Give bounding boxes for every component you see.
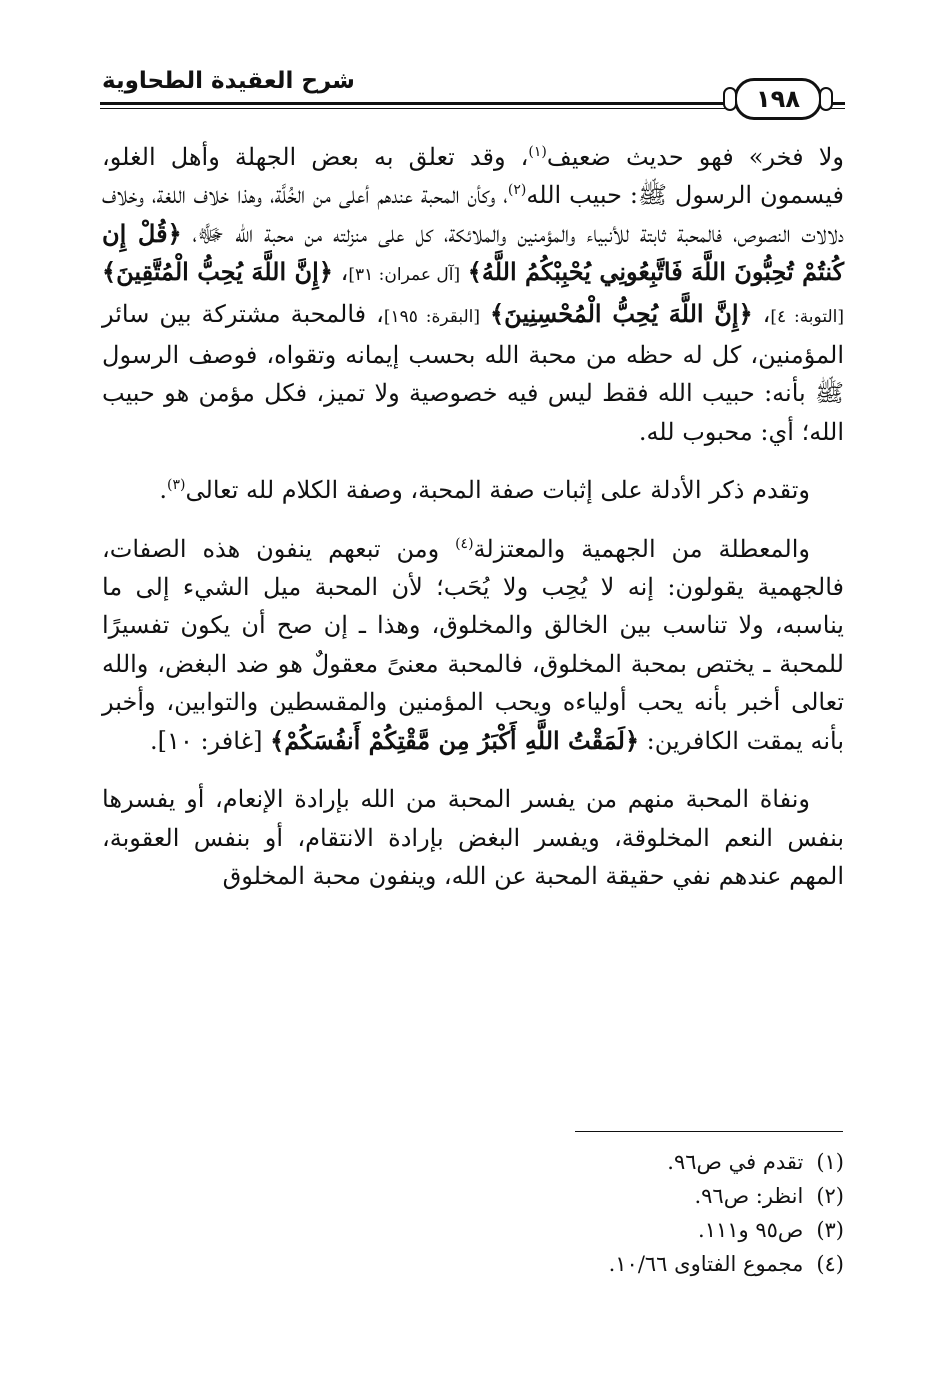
text-run: ،: [752, 299, 771, 328]
footnote-number: (٣): [816, 1218, 844, 1242]
text-run: ومن تبعهم ينفون هذه الصفات، فالجهمية يقولون: إنه لا يُحِب ولا يُحَب؛ لأن المحبة ميل الشيء إلى ما يناسبه، ولا تناسب بين الخالق والمخلوق، وهذا ـ إن صح أن يكون تفسيرًا للمحبة ـ يختص بمحبة المخلوق، فالمحبة معنىً معقولٌ هو ضد البغض، والله تعالى أخبر بأنه يحب أولياءه ويحب المؤمنين والمقسطين والتوابين، وأخبر بأنه يمقت الكافرين:: [102, 534, 844, 755]
text-run: [480, 300, 490, 328]
quran-verse: ﴿لَمَقْتُ اللَّهِ أَكْبَرُ مِن مَّقْتِكُمْ أَنفُسَكُمْ﴾: [270, 725, 640, 755]
text-run: [460, 258, 468, 286]
text-run: [غافر: ١٠].: [150, 726, 271, 755]
footnote-marker: (٣): [167, 477, 186, 494]
paragraph: [102, 530, 844, 760]
footnote-number: (١): [816, 1150, 844, 1174]
footnote-text: تقدم في ص٩٦.: [667, 1150, 810, 1174]
footnote-marker: (١): [528, 144, 547, 160]
quran-verse: ﴿قُلْ إِن كُنتُمْ تُحِبُّونَ اللَّهَ فَاتَّبِعُونِي يُحْبِبْكُمُ اللَّهُ﴾: [102, 218, 845, 287]
quran-verse: ﴿إِنَّ اللَّهَ يُحِبُّ الْمُحْسِنِينَ﴾: [490, 298, 753, 328]
text-run: ، وكأن المحبة عندهم أعلى من الخُلَّة، وهذا خلاف اللغة، وخلاف دلالات النصوص، فالمحبة ثابتة للأنبياء والمؤمنين والملائكة، كل على منزلته من محبة الله ﷻ،: [102, 181, 844, 248]
verse-reference: [التوبة: ٤]: [770, 306, 844, 327]
page-number: ١٩٨: [734, 78, 822, 120]
footnote-marker: (٤): [455, 535, 474, 552]
footnote-number: (٢): [816, 1184, 844, 1208]
text-run: ، فالمحبة مشتركة بين سائر المؤمنين، كل له حظه من محبة الله بحسب إيمانه وتقواه، فوصف الرسول ﷺ بأنه: حبيب الله فقط ليس فيه خصوصية ولا تميز، فكل مؤمن هو حبيب الله؛ أي: محبوب لله.: [102, 299, 844, 446]
text-run: ولا فخر» فهو حديث ضعيف: [546, 143, 844, 171]
footnote-item: [102, 1247, 844, 1281]
footnote-number: (٤): [816, 1252, 844, 1276]
verse-reference: [البقرة: ١٩٥]: [383, 306, 481, 327]
quran-verse: ﴿إِنَّ اللَّهَ يُحِبُّ الْمُتَّقِينَ﴾: [102, 257, 333, 287]
footnote-item: [102, 1179, 844, 1213]
footnote-text: مجموع الفتاوى ١٠/٦٦.: [608, 1252, 810, 1276]
paragraph: [102, 780, 844, 895]
text-run: ونفاة المحبة منهم من يفسر المحبة من الله بإرادة الإنعام، أو يفسرها بنفس النعم المخلوقة، ويفسر البغض بإرادة الانتقام، أو بنفس العقوبة، المهم عندهم نفي حقيقة المحبة عن الله، وينفون محبة المخلوق: [102, 785, 844, 890]
page-number-frame: [728, 78, 824, 120]
text-run: ، وقد تعلق به بعض الجهلة وأهل الغلو، فيسمون الرسول ﷺ: حبيب الله: [102, 143, 845, 210]
footnote-item: [102, 1213, 844, 1247]
text-run: .: [159, 476, 168, 505]
footnote-marker: (٢): [507, 182, 527, 199]
text-run: والمعطلة من الجهمية والمعتزلة: [473, 534, 810, 563]
text-run: ،: [332, 258, 349, 287]
footnotes: [102, 1145, 844, 1281]
verse-reference: [آل عمران: ٣١]: [348, 265, 461, 286]
paragraph: [102, 138, 844, 451]
text-run: وتقدم ذكر الأدلة على إثبات صفة المحبة، وصفة الكلام لله تعالى: [185, 476, 810, 505]
footnote-text: انظر: ص٩٦.: [694, 1184, 810, 1208]
footnote-separator: [575, 1131, 843, 1132]
paragraph: [102, 471, 844, 509]
book-title: شرح العقيدة الطحاوية: [100, 68, 363, 94]
page-header: [100, 62, 845, 118]
main-text: [102, 138, 844, 895]
footnote-item: [102, 1145, 844, 1179]
footnote-text: ص٩٥ و١١١.: [698, 1218, 810, 1242]
